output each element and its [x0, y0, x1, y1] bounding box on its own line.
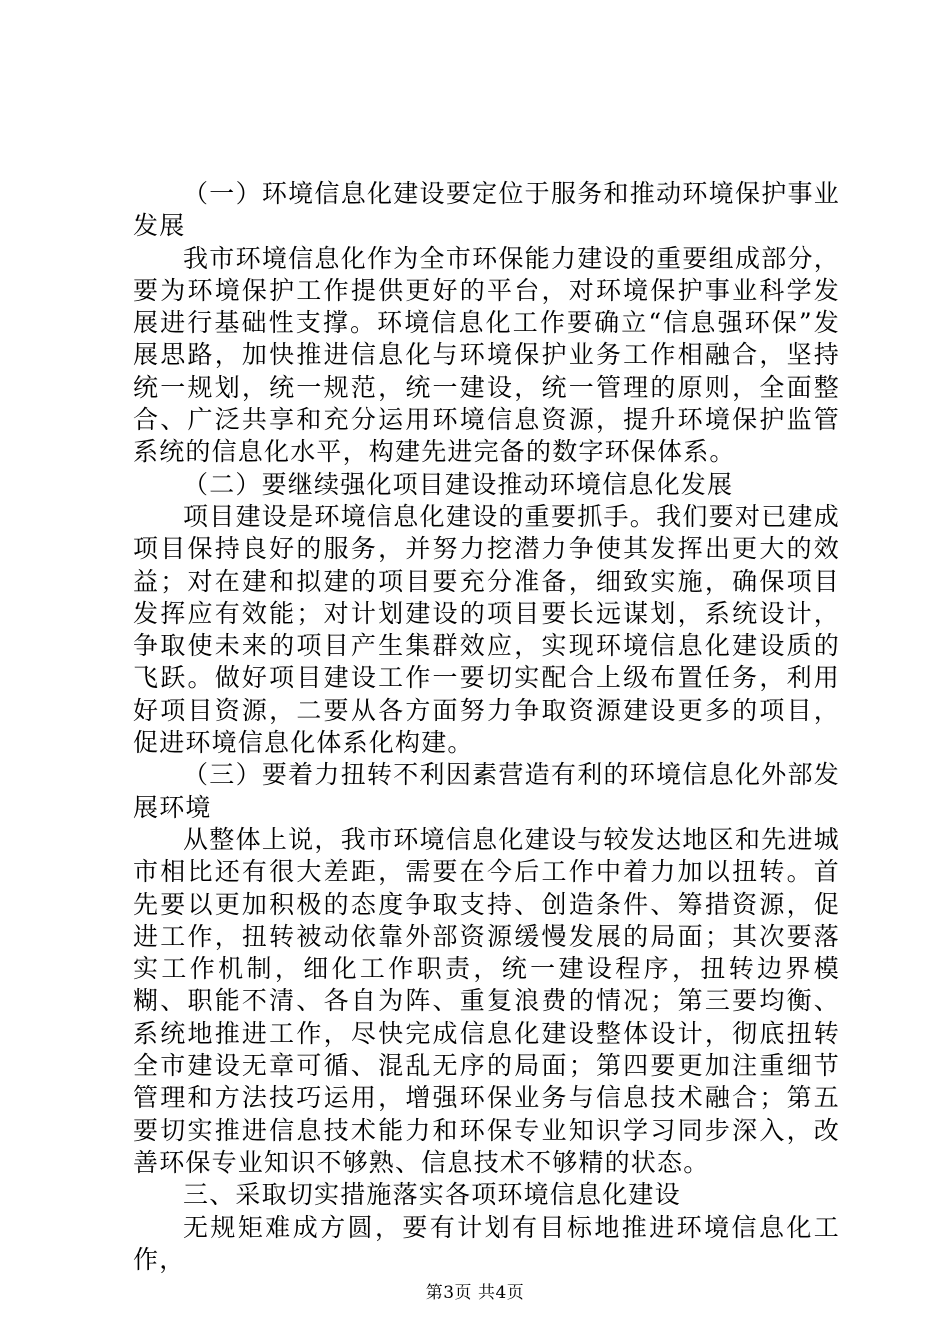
section-heading-3: （三）要着力扭转不利因素营造有利的环境信息化外部发展环境 — [133, 760, 840, 822]
body-paragraph-2: 项目建设是环境信息化建设的重要抓手。我们要对已建成项目保持良好的服务，并努力挖潜力争使其发挥出更大的效益；对在建和拟建的项目要充分准备，细致实施，确保项目发挥应有效能；对计划建设的项目要长远谋划，系统设计，争取使未来的项目产生集群效应，实现环境信息化建设质的飞跃。做好项目建设工作一要切实配合上级布置任务，利用好项目资源，二要从各方面努力争取资源建设更多的项目，促进环境信息化体系化构建。 — [133, 501, 840, 758]
body-paragraph-1: 我市环境信息化作为全市环保能力建设的重要组成部分，要为环境保护工作提供更好的平台，对环境保护事业科学发展进行基础性支撑。环境信息化工作要确立“信息强环保”发展思路，加快推进信息化与环境保护业务工作相融合，坚持统一规划，统一规范，统一建设，统一管理的原则，全面整合、广泛共享和充分运用环境信息资源，提升环境保护监管系统的信息化水平，构建先进完备的数字环保体系。 — [133, 243, 840, 467]
section-heading-2: （二）要继续强化项目建设推动环境信息化发展 — [183, 469, 734, 499]
section-heading-1: （一）环境信息化建设要定位于服务和推动环境保护事业发展 — [133, 179, 840, 241]
page-number-footer: 第3页 共4页 — [425, 1283, 525, 1303]
chapter-heading-3: 三、采取切实措施落实各项环境信息化建设 — [183, 1180, 681, 1210]
document-body — [133, 178, 840, 1276]
body-paragraph-3: 从整体上说，我市环境信息化建设与较发达地区和先进城市相比还有很大差距，需要在今后工作中着力加以扭转。首先要以更加积极的态度争取支持、创造条件、筹措资源，促进工作，扭转被动依靠外部资源缓慢发展的局面；其次要落实工作机制，细化工作职责，统一建设程序，扭转边界模糊、职能不清、各自为阵、重复浪费的情况；第三要均衡、系统地推进工作，尽快完成信息化建设整体设计，彻底扭转全市建设无章可循、混乱无序的局面；第四要更加注重细节管理和方法技巧运用，增强环保业务与信息技术融合；第五要切实推进信息技术能力和环保专业知识学习同步深入，改善环保专业知识不够熟、信息技术不够精的状态。 — [133, 824, 840, 1177]
body-paragraph-4: 无规矩难成方圆，要有计划有目标地推进环境信息化工作， — [133, 1212, 840, 1274]
